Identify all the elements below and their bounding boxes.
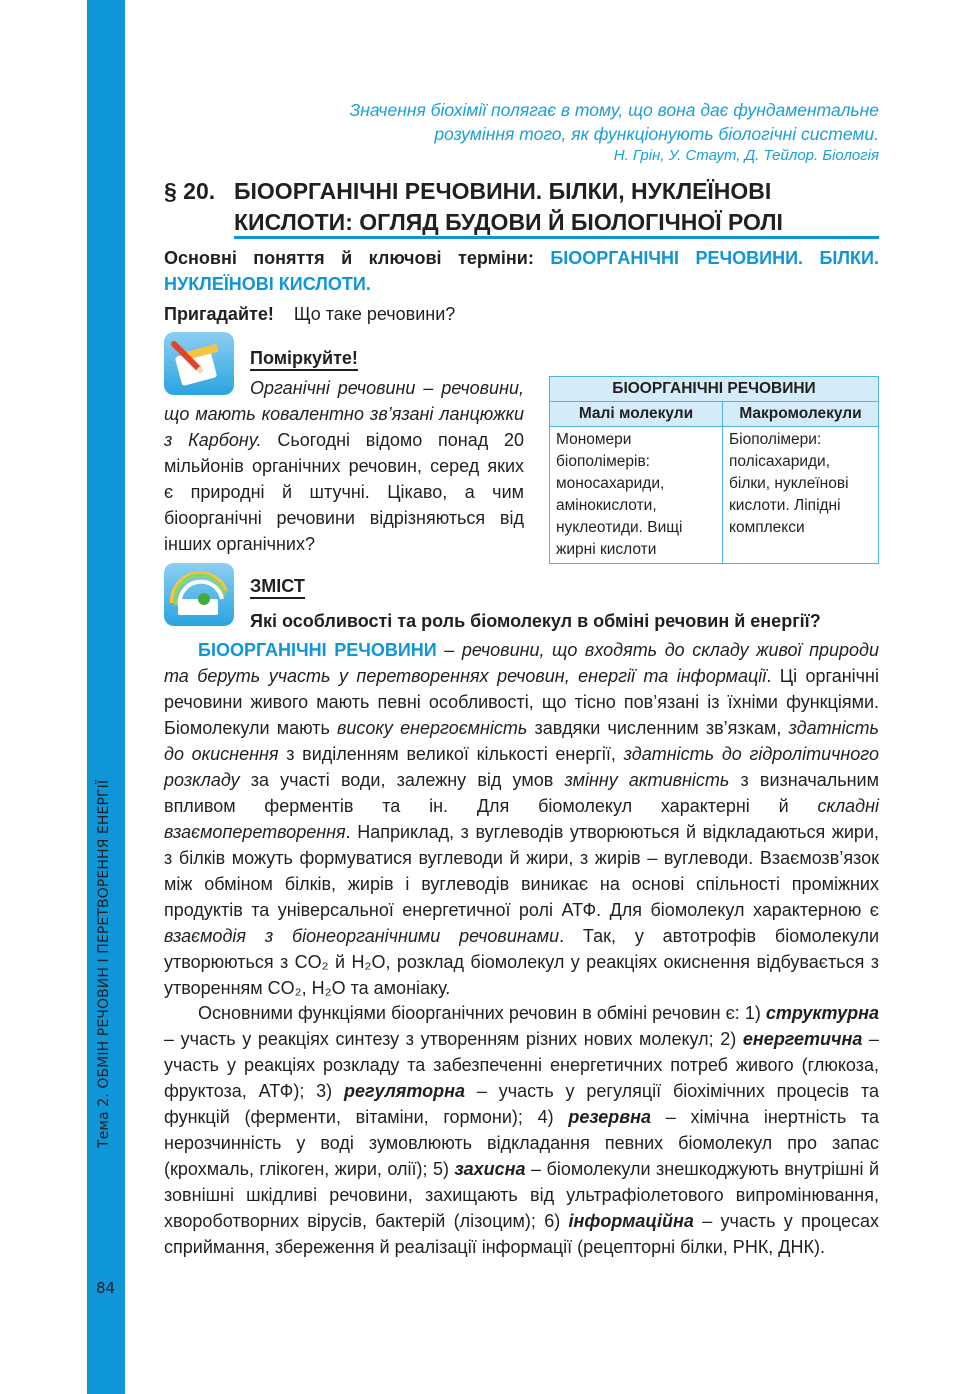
page-number: 84: [96, 1279, 116, 1297]
function-protective: захисна: [454, 1159, 526, 1179]
think-italic: Органічні речовини – речовини, що мають ковалентно зв’язані ланцюжки з Карбону.: [164, 378, 524, 450]
heading-line-2: КИСЛОТИ: ОГЛЯД БУДОВИ Й БІОЛОГІЧНОЇ РОЛІ: [234, 209, 783, 235]
recall-block: [164, 303, 455, 325]
epigraph-line-2: розуміння того, як функціонують біологічні системи.: [434, 124, 879, 144]
p2-text-d: – участь у регуляції біохімічних процесів та функцій (ферменти, вітаміни, гормони); 4): [164, 1081, 879, 1127]
function-structural: структурна: [765, 1003, 879, 1023]
p1-italic-1: високу енергоємність: [337, 718, 528, 738]
key-terms: [164, 245, 879, 297]
heading-underline: [234, 236, 879, 239]
epigraph: [349, 98, 879, 166]
paragraph-2: [164, 1000, 879, 1260]
p2-text-g: – участь у процесах сприймання, збереження й реалізації інформації (рецепторні білки, РНК, ДНК).: [164, 1211, 879, 1257]
p2-text-a: Основними функціями біоорганічних речовин в обміні речовин є: 1): [198, 1003, 766, 1023]
sidebar-topic-label: Тема 2. ОБМІН РЕЧОВИН І ПЕРЕТВОРЕННЯ ЕНЕРГІЇ: [96, 779, 112, 1148]
p1-italic-5: складні взаємоперетворення: [164, 796, 879, 842]
p1-text-f: . Наприклад, з вуглеводів утворюються й відкладаються жири, з білків можуть формуватися вуглеводи й жири, з жирів – вуглеводи. Взаємозв’язок між обміном білків, жирів і вуглеводів виникає на основі спільності проміжних продуктів та універсальної енергетичної ролі АТФ. Для біомолекул характерною є: [164, 822, 879, 920]
rainbow-book-icon: [164, 563, 234, 626]
table-title: БІООРГАНІЧНІ РЕЧОВИНИ: [550, 377, 879, 402]
section-number: § 20.: [164, 178, 216, 204]
p1-text-g: . Так, у автотрофів біомолекули утворюються з CO₂ й H₂O, розклад біомолекул у реакціях окиснення відбувається з утворенням CO₂, H₂O та амоніаку.: [164, 926, 879, 998]
function-regulatory: регуляторна: [343, 1081, 466, 1101]
sidebar-blue-stripe: [87, 0, 125, 1394]
think-text: [164, 375, 524, 557]
table-cell-small: Мономери біополімерів: моносахариди, амінокислоти, нуклеотиди. Вищі жирні кислоти: [550, 427, 723, 564]
content-question: Які особливості та роль біомолекул в обміні речовин й енергії?: [250, 611, 821, 631]
p2-text-f: – біомолекули знешкоджують внутрішні й зовнішні шкідливі речовини, захищають від ультрафіолетового випромінювання, хвороботворних вірусів, бактерій (лізоцим); 6): [164, 1159, 879, 1231]
p1-italic-6: взаємодія з біонеорганічними речовинами: [164, 926, 560, 946]
recall-question: Що таке речовини?: [293, 304, 456, 324]
p2-text-b: – участь у реакціях синтезу з утворенням різних нових молекул; 2): [164, 1029, 743, 1049]
table-header-small: Малі молекули: [550, 402, 723, 427]
p1-text-b: завдяки численним зв’язкам,: [527, 718, 789, 738]
p2-text-e: – хімічна інертність та нерозчинність у воді зумовлюють відкладання певних біомолекул про запас (крохмаль, глікоген, жири, олії); 5): [164, 1107, 879, 1179]
function-informational: інформаційна: [568, 1211, 694, 1231]
think-title: Поміркуйте!: [250, 347, 358, 371]
function-energy: енергетична: [742, 1029, 863, 1049]
content-title: ЗМІСТ: [250, 575, 305, 599]
p1-definition: – речовини, що входять до складу живої природи та беруть участь у перетвореннях речовин, енергії та інформації: [164, 640, 879, 686]
heading-line-1: БІООРГАНІЧНІ РЕЧОВИНИ. БІЛКИ, НУКЛЕЇНОВІ: [234, 178, 772, 204]
epigraph-line-1: Значення біохімії полягає в тому, що вона дає фундаментальне: [349, 100, 879, 120]
p1-italic-2: здатність до окиснення: [164, 718, 879, 764]
section-heading: [164, 176, 884, 238]
p1-text-c: з виділенням великої кількості енергії,: [278, 744, 624, 764]
recall-label: Пригадайте!: [164, 304, 274, 324]
key-terms-list: БІООРГАНІЧНІ РЕЧОВИНИ. БІЛКИ. НУКЛЕЇНОВІ КИСЛОТИ.: [164, 248, 879, 294]
p1-italic-3: здатність до гідролітичного розкладу: [164, 744, 879, 790]
think-body: Сьогодні відомо понад 20 мільйонів органічних речовин, серед яких є природні й штучні. Цікаво, а чим біоорганічні речовини відрізняються від інших органічних?: [164, 430, 524, 554]
paragraph-1: [164, 637, 879, 1001]
key-terms-label: Основні поняття й ключові терміни:: [164, 248, 534, 268]
p2-text-c: – участь у реакціях розкладу та забезпеченні енергетичних потреб живого (глюкоза, фруктоза, АТФ); 3): [164, 1029, 879, 1101]
bioorganic-table: [549, 376, 879, 564]
function-reserve: резервна: [568, 1107, 652, 1127]
p1-term: БІООРГАНІЧНІ РЕЧОВИНИ: [198, 640, 437, 660]
p1-text-a: . Ці органічні речовини живого мають певні особливості, що тісно пов’язані із їхніми функціями. Біомолекули мають: [164, 666, 879, 738]
p1-text-e: з визначальним впливом ферментів та ін. Для біомолекул характерні й: [164, 770, 879, 816]
table-cell-macro: Біополімери: полісахариди, білки, нуклеїнові кислоти. Ліпідні комплекси: [723, 427, 879, 564]
p1-italic-4: змінну активність: [564, 770, 730, 790]
table-header-macro: Макромолекули: [723, 402, 879, 427]
epigraph-source: Н. Грін, У. Стаут, Д. Тейлор. Біологія: [613, 147, 879, 164]
p1-text-d: за участі води, залежну від умов: [239, 770, 565, 790]
